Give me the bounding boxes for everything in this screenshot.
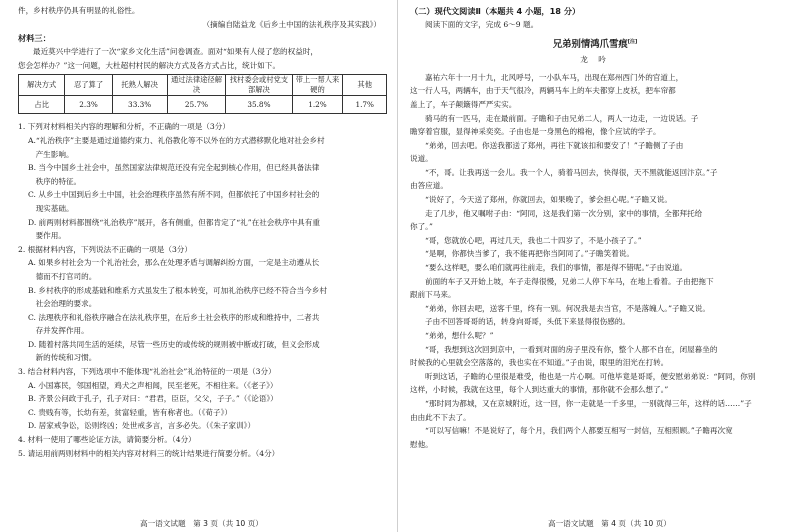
question-stem: 4. 材料一使用了哪些论证方法，请简要分析。（4分） xyxy=(18,435,196,445)
table-header-cell: 忍了算了 xyxy=(65,75,112,96)
paragraph-line: 前面的车子又开始上坡，车子走得很慢，兄弟二人停下车马，在地上看着。子由把拖下 xyxy=(425,276,714,286)
table-header-cell: 带上一帮人来硬的 xyxy=(292,75,343,96)
question-option: 秩序的特征。 xyxy=(28,176,82,186)
paragraph-line: 嘉祐六年十一月十九，北风呼号，一小队车马，出现在郑州西门外的官道上， xyxy=(425,72,684,82)
paragraph-line: “不，哥。让我再送一会儿。我一个人，骑着马回去，快得很，天不黑就能返回汴京。”子 xyxy=(425,167,718,177)
paragraph-line: 子由不回答哥哥的话，转身向哥哥，头低下来显得很伤感的。 xyxy=(425,317,631,327)
table-header-cell: 通过法律途径解决 xyxy=(167,75,226,96)
paragraph-line: “说好了，今天送了郑州，你就回去，如果晚了，爹会担心呢。”子瞻又说。 xyxy=(425,195,672,205)
paragraph-line: “哥，我想到这次回到京中，一看到对面的房子里没有你，整个人都不自在，闭屋暮坐的 xyxy=(425,344,718,354)
question-stem: 2. 根据材料内容，下列说法不正确的一项是（3分） xyxy=(18,244,192,254)
question-stem: 1. 下列对材料相关内容的理解和分析，不正确的一项是（3分） xyxy=(18,122,230,132)
title-note: [注] xyxy=(627,38,638,45)
paragraph-line: 时候我的心里就会空落落的，我也实在不知道。”子由说，眼里的泪光在打转。 xyxy=(410,358,669,368)
paragraph-line: “弟弟，想什么呢？” xyxy=(425,331,494,340)
question-option: C. 从乡土中国到后乡土中国，社会治理秩序虽然有所不同，但都依托了中国乡村社会的 xyxy=(28,190,320,200)
page-footer: 高一语文试题 第 4 页（共 10 页） xyxy=(548,519,671,528)
question-stem: 5. 请运用前两则材料中的相关内容对材料三的统计结果进行简要分析。（4分） xyxy=(18,448,280,458)
right-page xyxy=(397,0,794,532)
table-cell: 35.8% xyxy=(226,96,292,114)
paragraph-line: 这样，小时候，我就在这里，每个人到达重大的事情，那你就不会那么想了。” xyxy=(410,385,669,395)
paragraph-line: “弟弟，你回去吧，送客千里，终有一别。何况我是去当官，不是落魄人。”子瞻又说。 xyxy=(425,303,710,313)
source-citation: （摘编自陆益龙《后乡土中国的法礼秩序及其实践》） xyxy=(202,19,381,29)
table-row xyxy=(19,96,387,114)
paragraph-line: “那时同为都城，又在京城附近，这一回，你一走就是一千多里，一别就得三年，这样的话……”子 xyxy=(425,398,752,408)
table-header-row xyxy=(19,75,387,96)
paragraph-line: 你了。” xyxy=(410,222,433,232)
question-option: A. 如果乡村社会为一个礼治社会，那么在处理矛盾与调解纠纷方面，一定是主动遵从长 xyxy=(28,258,320,268)
paragraph-line: “弟弟，回去吧。你送我都送了郑州，再往下就该扣和要安了！”子瞻侧了子由 xyxy=(425,140,684,150)
paragraph-line: 说道。 xyxy=(410,154,433,164)
paragraph-line: 这一行人马，两辆车，由于天气很冷，两辆马车上的车夫都穿上皮袄，把车帘都 xyxy=(410,86,676,96)
question-option: B. 乡村秩序的形成基础和维系方式虽发生了根本转变，可加礼治秩序已经不符合当今乡村 xyxy=(28,285,327,295)
table-cell: 25.7% xyxy=(167,96,226,114)
question-option: C. 法理秩序和礼俗秩序融合在法礼秩序里，在后乡土社会秩序的形成和维持中，二者共 xyxy=(28,312,320,322)
table-header-cell: 其他 xyxy=(343,75,387,96)
question-option: B. 齐景公问政于孔子，孔子对曰：“君君，臣臣，父父，子子。”（《论语》） xyxy=(28,394,278,404)
article-title xyxy=(410,34,780,53)
paragraph-line: 走了几步，他又嘱咐子由：“阿同，这是我们第一次分别，家中的事情，全都拜托给 xyxy=(425,208,703,218)
table-row-label: 占比 xyxy=(19,96,65,114)
instruction: 阅读下面的文字，完成 6～9 题。 xyxy=(425,20,539,29)
paragraph-line: “可以写信嘛！不是说好了，每个月，我们两个人都要互相写一封信，互相照顾。”子瞻再次宽 xyxy=(425,426,733,436)
page-footer: 高一语文试题 第 3 页（共 10 页） xyxy=(140,519,263,528)
material3-line: 您会怎样办？”这一问题，大杜超村村民的解决方式及各方式占比，统计如下。 xyxy=(18,60,281,70)
question-option: 存并发挥作用。 xyxy=(28,326,89,336)
top-line: 件，乡村秩序仍具有明显的礼俗性。 xyxy=(18,6,140,15)
paragraph-line: 跟前下马来。 xyxy=(410,290,456,300)
paragraph-line: 慰他。 xyxy=(410,439,433,449)
question-option: B. 当今中国乡土社会中，虽然国家法律规范还没有完全起到核心作用，但已经具备法律 xyxy=(28,163,320,173)
table-header-cell: 解决方式 xyxy=(19,75,65,96)
material3-heading: 材料三： xyxy=(18,33,51,44)
paragraph-line: 盖上了，车子颠簸得严严实实。 xyxy=(410,99,517,109)
paragraph-line: “哥，您就放心吧，再过几天，我也二十四岁了，不是小孩子了。” xyxy=(425,235,642,245)
question-option: D. 随着村落共同生活的延续，尽管一些历史的或传统的规则被中断或打破，但义会形成 xyxy=(28,339,320,349)
article-title-text: 兄弟别情鸿爪雪痕 xyxy=(552,38,628,50)
paragraph-line: 瞻穿着官服，显得神采奕奕。子由也是一身黑色的棉袍，像个应试的学子。 xyxy=(410,127,661,137)
paragraph-line: 听到这话，子瞻的心里很是难受，他也是一片心啊。可他毕竟是哥哥，便安慰弟弟说：“阿同，你别 xyxy=(425,371,756,381)
paragraph-line: 骑马的有一匹马，走在最前面。子瞻和子由兄弟二人，两人一边走，一边说话。子 xyxy=(425,113,699,123)
paragraph-line: “要么这样吧，要么咱们就再往前走，我们的事情，都是得不错呢。”子由说道。 xyxy=(425,263,688,273)
paragraph-line: 由由此不下去了。 xyxy=(410,412,471,422)
question-option: 德而不打官司的。 xyxy=(28,271,97,281)
question-option: 要作用。 xyxy=(28,231,66,241)
paragraph-line: 由答应道。 xyxy=(410,181,448,191)
question-option: 社会治理的要求。 xyxy=(28,299,97,309)
question-option: 产生影响。 xyxy=(28,149,74,159)
section-heading: （二）现代文阅读Ⅱ（本题共 4 小题，18 分） xyxy=(410,6,581,16)
question-option: A.“礼治秩序”主要是通过道德约束力、礼俗教化等不以外在的方式潜移默化地对社会乡村 xyxy=(28,135,325,145)
paragraph-line: “是啊，你都快当爹了，我不能再把你当阿同了。”子瞻笑着说。 xyxy=(425,249,634,259)
table-header-cell: 托熟人解决 xyxy=(112,75,167,96)
survey-table xyxy=(18,74,387,114)
question-option: 新的传统和习惯。 xyxy=(28,353,97,363)
table-cell: 1.7% xyxy=(343,96,387,114)
article-author: 龙 吟 xyxy=(580,54,610,64)
table-cell: 2.3% xyxy=(65,96,112,114)
table-header-cell: 找村委会或村党支部解决 xyxy=(226,75,292,96)
table-cell: 33.3% xyxy=(112,96,167,114)
question-stem: 3. 结合材料内容，下列选项中不能体现“礼治社会”礼治特征的一项是（3分） xyxy=(18,367,276,377)
question-option: A. 小国寡民，邻国相望，鸡犬之声相闻，民至老死，不相往来。（《老子》） xyxy=(28,380,278,390)
material3-line: 最近莫兴中学进行了一次“家乡文化生活”问卷调查。面对“如果有人侵了您的权益时， xyxy=(33,47,319,57)
question-option: C. 贵贱有等，长幼有差，贫富轻重，皆有称者也。（《荀子》） xyxy=(28,407,232,417)
table-cell: 1.2% xyxy=(292,96,343,114)
question-option: D. 居家戒争讼，讼则终凶；处世戒多言，言多必失。（《朱子家训》） xyxy=(28,421,256,431)
question-option: D. 前两则材料都围绕“礼治秩序”展开，各有侧重，但都肯定了“礼”在社会秩序中具有重 xyxy=(28,217,320,227)
question-option: 现实基础。 xyxy=(28,203,74,213)
